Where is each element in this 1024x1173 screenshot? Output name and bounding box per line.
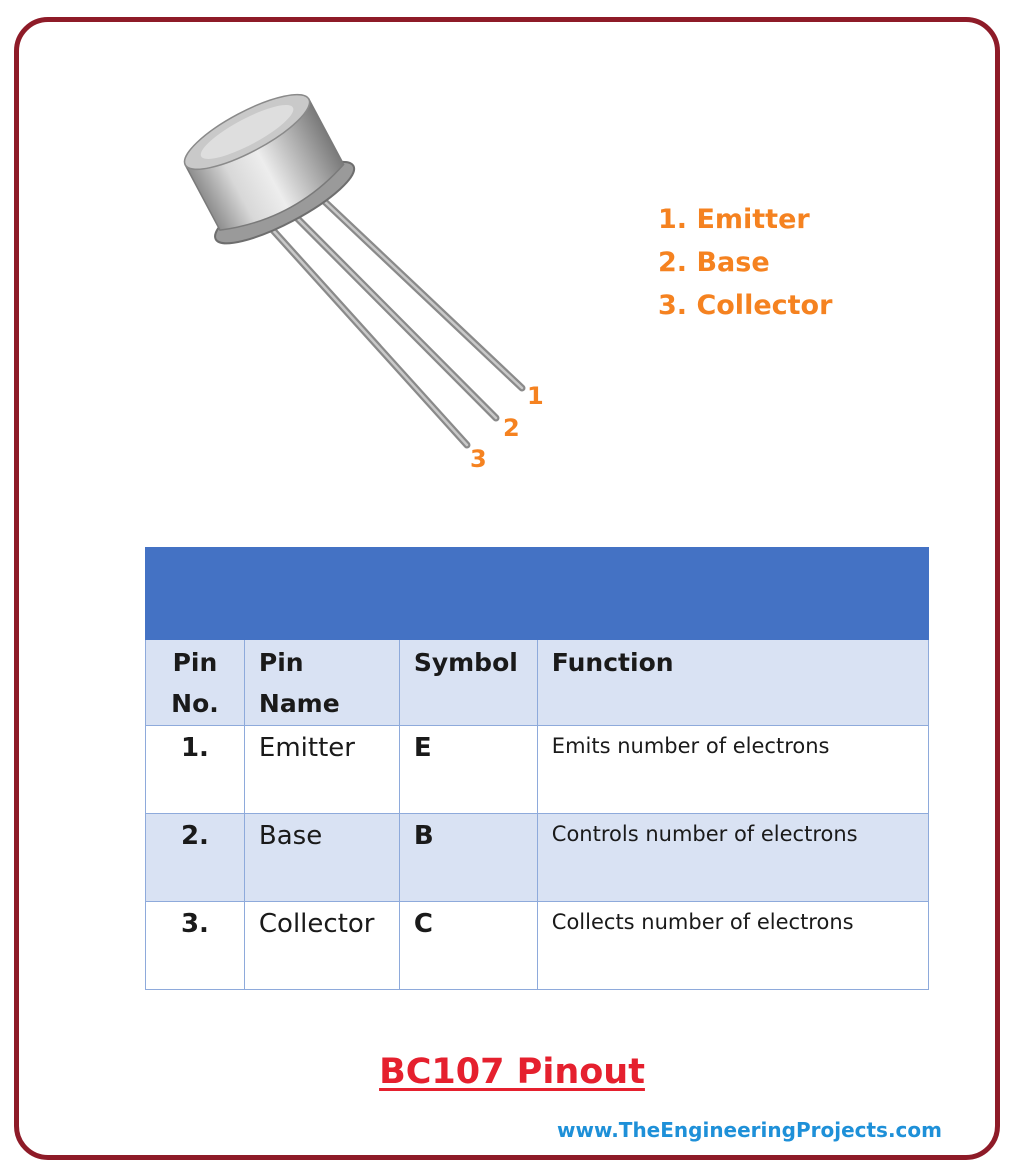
- header-pin-no: Pin No.: [146, 640, 245, 726]
- page-title: BC107 Pinout: [379, 1052, 645, 1092]
- table-header-row: [146, 640, 929, 726]
- table-row: [146, 726, 929, 814]
- pin-name-cell: Base: [244, 814, 399, 902]
- table-row: [146, 902, 929, 990]
- pin-name-cell: Collector: [244, 902, 399, 990]
- pin-legend: [658, 198, 832, 327]
- pin-3-label: 3: [470, 445, 487, 473]
- pin-no-cell: 1.: [146, 726, 245, 814]
- header-pin-name: Pin Name: [244, 640, 399, 726]
- symbol-cell: B: [399, 814, 537, 902]
- function-cell: Emits number of electrons: [537, 726, 928, 814]
- transistor-can: [175, 90, 363, 257]
- pin-2-label: 2: [503, 414, 520, 442]
- legend-item-emitter: 1. Emitter: [658, 204, 810, 235]
- legend-item-collector: 3. Collector: [658, 290, 833, 321]
- website-link[interactable]: www.TheEngineeringProjects.com: [557, 1118, 942, 1142]
- function-cell: Collects number of electrons: [537, 902, 928, 990]
- symbol-cell: E: [399, 726, 537, 814]
- table-banner-cell: [146, 548, 929, 640]
- table-row: [146, 814, 929, 902]
- pin-no-cell: 3.: [146, 902, 245, 990]
- header-symbol: Symbol: [399, 640, 537, 726]
- header-function: Function: [537, 640, 928, 726]
- leads: [271, 200, 522, 445]
- pin-name-cell: Emitter: [244, 726, 399, 814]
- pin-no-cell: 2.: [146, 814, 245, 902]
- table-banner: [146, 548, 929, 640]
- function-cell: Controls number of electrons: [537, 814, 928, 902]
- pin-1-label: 1: [527, 382, 544, 410]
- pinout-table: [145, 547, 929, 990]
- legend-item-base: 2. Base: [658, 247, 770, 278]
- symbol-cell: C: [399, 902, 537, 990]
